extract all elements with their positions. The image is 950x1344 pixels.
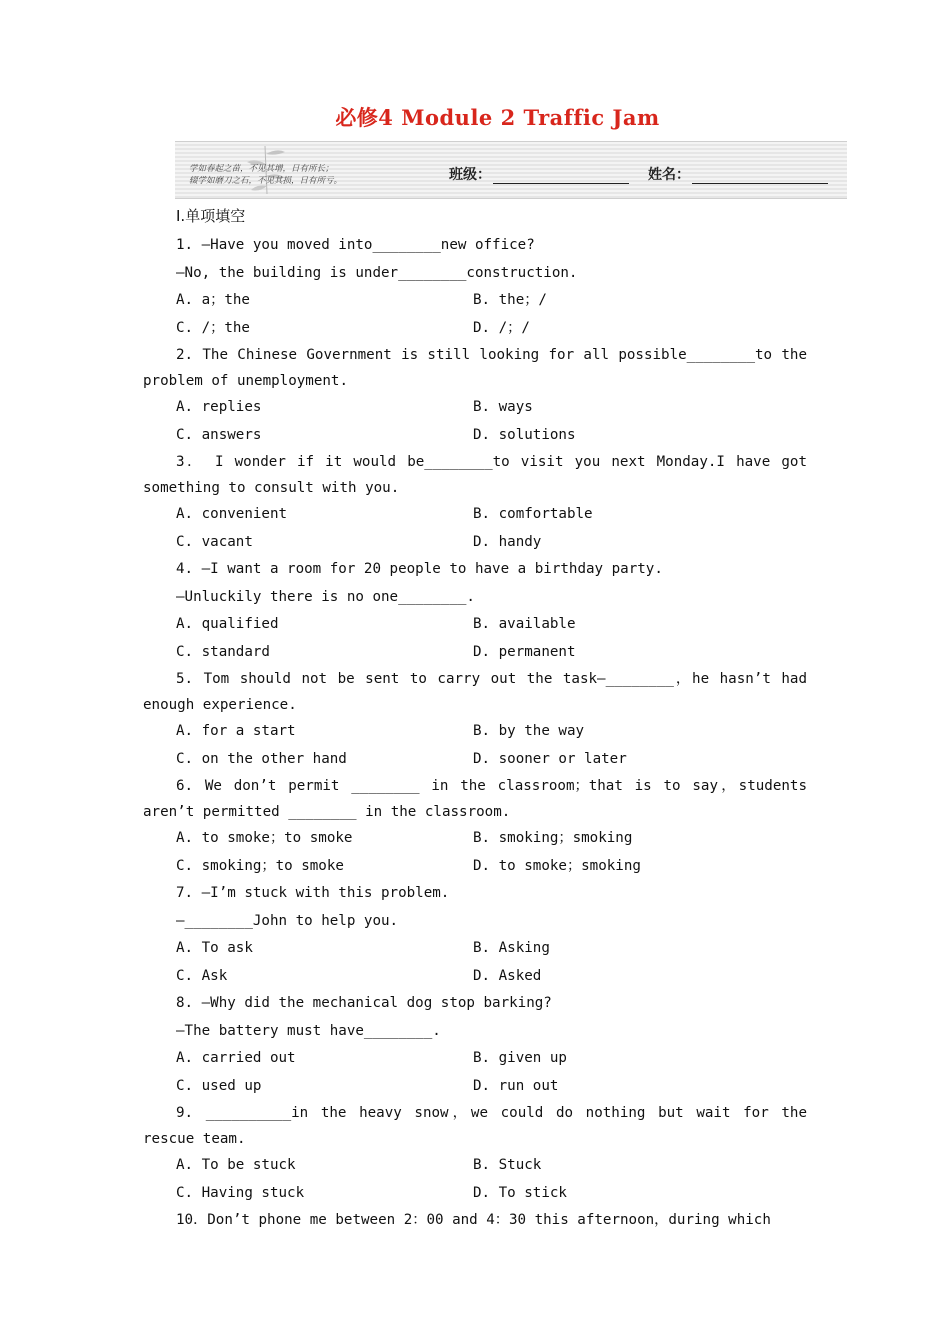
motto-line-2: 辍学如磨刀之石，不见其损，日有所亏。 <box>189 176 343 186</box>
question-text: 5. Tom should not be sent to carry out the task—________，he hasn’t had enough experience. <box>143 671 807 713</box>
answer-option[interactable]: D. run out <box>473 1077 559 1094</box>
answer-option[interactable]: B. given up <box>473 1050 567 1066</box>
header-banner <box>175 141 847 199</box>
question-10 <box>143 1207 807 1233</box>
option-grid <box>143 1152 807 1207</box>
motto-line-1: 学如春起之苗，不见其增，日有所长； <box>189 164 334 174</box>
answer-option[interactable]: D. Asked <box>473 967 542 984</box>
answer-option[interactable]: C. Having stuck <box>176 1184 305 1201</box>
answer-option[interactable]: A. for a start <box>176 723 296 739</box>
question-list <box>143 232 807 1233</box>
answer-option[interactable]: D. solutions <box>473 426 576 443</box>
question-2 <box>143 342 807 449</box>
answer-option[interactable]: C. used up <box>176 1077 262 1094</box>
question-4 <box>143 556 807 666</box>
answer-option[interactable]: C. on the other hand <box>176 750 347 767</box>
name-blank[interactable] <box>692 169 828 184</box>
answer-option[interactable]: C. vacant <box>176 533 253 550</box>
question-7 <box>143 880 807 990</box>
answer-option[interactable]: A. convenient <box>176 506 288 522</box>
question-9 <box>143 1100 807 1207</box>
answer-option[interactable]: D. sooner or later <box>473 750 627 767</box>
answer-option[interactable]: D. handy <box>473 533 542 550</box>
answer-option[interactable]: B. available <box>473 616 576 632</box>
option-grid <box>143 825 807 880</box>
answer-option[interactable]: A. carried out <box>176 1050 296 1066</box>
answer-option[interactable]: B. smoking；smoking <box>473 830 633 846</box>
option-grid <box>143 394 807 449</box>
option-grid <box>143 611 807 666</box>
answer-option[interactable]: B. Stuck <box>473 1157 542 1173</box>
question-text: 4. —I want a room for 20 people to have a birthday party. <box>176 561 663 577</box>
question-text: 2. The Chinese Government is still looking for all possible________to the problem of unemployment. <box>143 347 807 389</box>
answer-option[interactable]: C. answers <box>176 426 262 443</box>
question-text: —No, the building is under________construction. <box>176 264 578 281</box>
name-label: 姓名： <box>648 167 690 183</box>
answer-option[interactable]: C. Ask <box>176 967 228 984</box>
answer-option[interactable]: D. to smoke；smoking <box>473 857 641 874</box>
question-3 <box>143 449 807 556</box>
question-text: 1. —Have you moved into________new office? <box>176 237 535 253</box>
option-grid <box>143 287 807 342</box>
answer-option[interactable]: B. Asking <box>473 940 550 956</box>
class-field[interactable] <box>449 164 629 184</box>
answer-option[interactable]: A. qualified <box>176 616 279 632</box>
option-grid <box>143 1045 807 1100</box>
answer-option[interactable]: A. replies <box>176 399 262 415</box>
answer-option[interactable]: B. comfortable <box>473 506 593 522</box>
class-blank[interactable] <box>493 169 629 184</box>
answer-option[interactable]: A. To ask <box>176 940 253 956</box>
option-grid <box>143 718 807 773</box>
answer-option[interactable]: D. /；/ <box>473 319 530 336</box>
question-text: —The battery must have________. <box>176 1022 441 1039</box>
option-grid <box>143 501 807 556</box>
question-1 <box>143 232 807 342</box>
section-title: I.单项填空 <box>176 207 246 225</box>
question-text: 3． I wonder if it would be________to visit you next Monday.I have got something to consult with you. <box>143 454 807 496</box>
answer-option[interactable]: B. by the way <box>473 723 585 739</box>
question-text: 7. —I’m stuck with this problem. <box>176 885 450 901</box>
answer-option[interactable]: B. the；/ <box>473 292 547 308</box>
question-text: —Unluckily there is no one________. <box>176 588 475 605</box>
name-field[interactable] <box>648 164 828 184</box>
question-8 <box>143 990 807 1100</box>
question-text: 9. __________in the heavy snow，we could do nothing but wait for the rescue team. <box>143 1105 807 1147</box>
option-grid <box>143 935 807 990</box>
answer-option[interactable]: A. To be stuck <box>176 1157 296 1173</box>
answer-option[interactable]: A. to smoke；to smoke <box>176 830 353 846</box>
class-label: 班级： <box>449 167 491 183</box>
question-text: —________John to help you. <box>176 912 399 929</box>
question-text: 8. —Why did the mechanical dog stop barking? <box>176 995 552 1011</box>
question-5 <box>143 666 807 773</box>
page-title: 必修4 Module 2 Traffic Jam <box>335 105 660 130</box>
answer-option[interactable]: B. ways <box>473 399 533 415</box>
answer-option[interactable]: D. To stick <box>473 1184 567 1201</box>
question-text: 10．Don’t phone me between 2：00 and 4：30 this afternoon，during which <box>176 1212 771 1228</box>
answer-option[interactable]: C. standard <box>176 643 270 660</box>
answer-option[interactable]: C. /；the <box>176 319 250 336</box>
question-text: 6. We don’t permit ________ in the classroom；that is to say，students aren’t permitted ________ in the classroom. <box>143 778 807 820</box>
answer-option[interactable]: A. a；the <box>176 292 250 308</box>
answer-option[interactable]: C. smoking；to smoke <box>176 857 344 874</box>
answer-option[interactable]: D. permanent <box>473 643 576 660</box>
question-6 <box>143 773 807 880</box>
